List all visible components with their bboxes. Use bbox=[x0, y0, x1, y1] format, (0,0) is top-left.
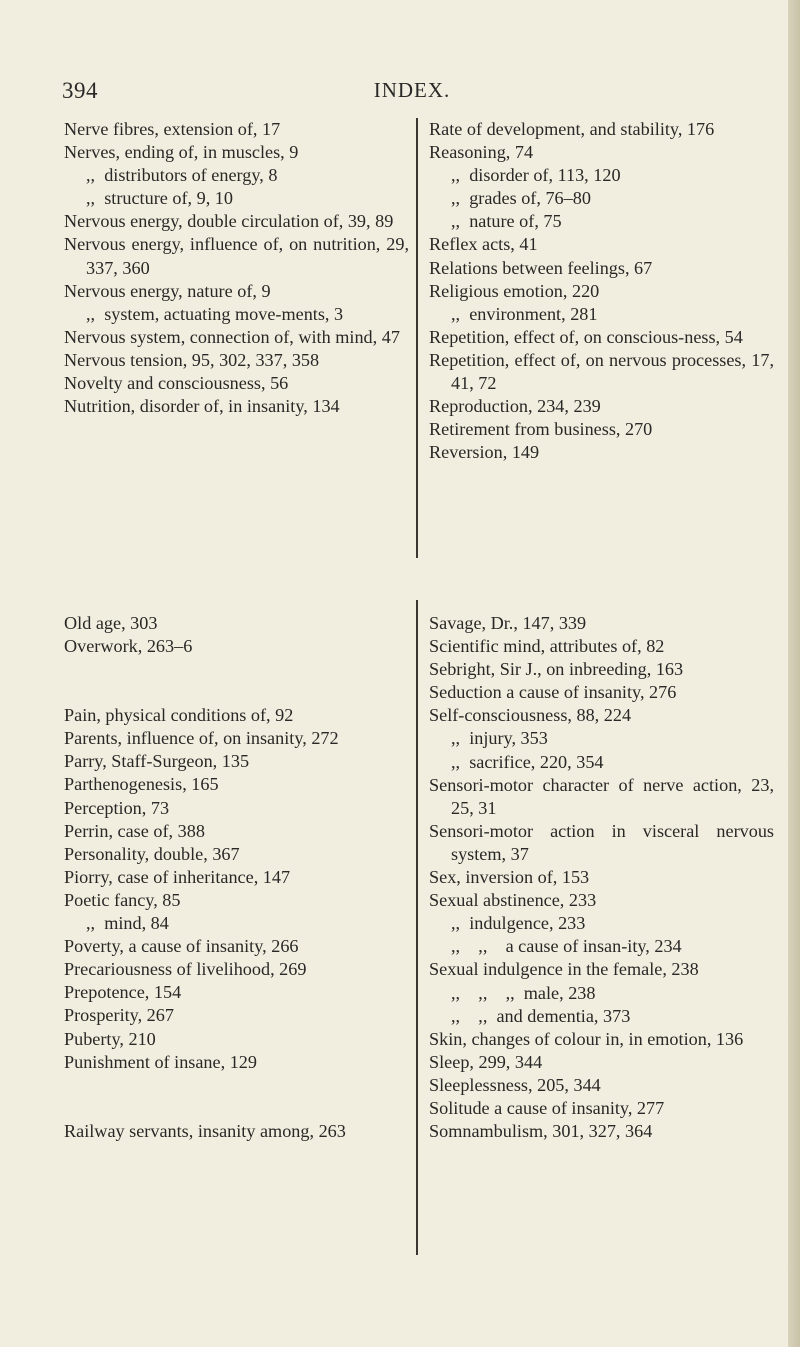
index-entry: Punishment of insane, 129 bbox=[64, 1051, 257, 1072]
index-entry: Piorry, case of inheritance, 147 bbox=[64, 866, 291, 887]
index-entry: Reflex acts, 41 bbox=[429, 234, 538, 255]
index-entry: ,, ,, ,, male, 238 bbox=[451, 982, 596, 1003]
column-divider-top bbox=[416, 118, 418, 558]
index-entry: Sex, inversion of, 153 bbox=[429, 867, 590, 888]
index-entry: Sebright, Sir J., on inbreeding, 163 bbox=[429, 659, 684, 680]
index-entry: Savage, Dr., 147, 339 bbox=[429, 613, 587, 633]
index-section-r bbox=[429, 118, 779, 464]
index-entry: Nerve fibres, extension of, 17 bbox=[64, 119, 281, 139]
index-section-o bbox=[64, 612, 409, 658]
index-entry: Overwork, 263–6 bbox=[64, 636, 193, 657]
index-section-p bbox=[64, 704, 409, 1074]
index-entry: Sensori-motor character of nerve action, 23, 25, 31 bbox=[429, 774, 779, 818]
index-entry: Sexual abstinence, 233 bbox=[429, 890, 597, 911]
index-entry: Religious emotion, 220 bbox=[429, 280, 600, 301]
index-entry: Nervous energy, nature of, 9 bbox=[64, 280, 271, 301]
index-entry: ,, environment, 281 bbox=[451, 303, 598, 324]
page-edge bbox=[788, 0, 800, 1347]
index-entry: Prosperity, 267 bbox=[64, 1005, 174, 1026]
index-entry: Solitude a cause of insanity, 277 bbox=[429, 1097, 665, 1118]
index-entry: Sleeplessness, 205, 344 bbox=[429, 1074, 601, 1095]
index-entry: Reversion, 149 bbox=[429, 442, 540, 463]
index-entry: Self-consciousness, 88, 224 bbox=[429, 705, 632, 726]
index-entry: Puberty, 210 bbox=[64, 1028, 156, 1049]
index-entry: ,, sacrifice, 220, 354 bbox=[451, 751, 604, 772]
index-entry: ,, disorder of, 113, 120 bbox=[451, 165, 621, 186]
index-entry: Poverty, a cause of insanity, 266 bbox=[64, 936, 299, 957]
page-header bbox=[62, 78, 762, 108]
index-entry: Nerves, ending of, in muscles, 9 bbox=[64, 142, 299, 163]
index-entry: Parry, Staff-Surgeon, 135 bbox=[64, 751, 250, 772]
index-entry: Old age, 303 bbox=[64, 613, 158, 633]
left-column-top bbox=[64, 118, 414, 418]
index-entry: Sensori-motor action in visceral nervous system, 37 bbox=[429, 820, 779, 864]
index-entry: Parthenogenesis, 165 bbox=[64, 774, 219, 795]
index-entry: Nervous tension, 95, 302, 337, 358 bbox=[64, 349, 320, 370]
index-entry: Nervous energy, double circulation of, 39, 89 bbox=[64, 211, 394, 232]
index-entry: ,, injury, 353 bbox=[451, 728, 548, 749]
index-entry: Nutrition, disorder of, in insanity, 134 bbox=[64, 396, 340, 417]
index-entry: Seduction a cause of insanity, 276 bbox=[429, 682, 677, 703]
index-entry: Perrin, case of, 388 bbox=[64, 820, 205, 841]
index-entry: Nervous system, connection of, with mind, 47 bbox=[64, 326, 400, 347]
index-entry: Relations between feelings, 67 bbox=[429, 257, 653, 278]
index-entry: Prepotence, 154 bbox=[64, 982, 182, 1003]
index-entry: Repetition, effect of, on nervous processes, 17, 41, 72 bbox=[429, 349, 779, 394]
index-section-r-left bbox=[64, 1120, 409, 1143]
index-entry: ,, ,, a cause of insan-ity, 234 bbox=[451, 936, 682, 957]
index-entry: ,, grades of, 76–80 bbox=[451, 188, 591, 209]
index-entry: ,, ,, and dementia, 373 bbox=[451, 1005, 631, 1026]
index-entry: Repetition, effect of, on conscious-ness, 54 bbox=[429, 326, 743, 347]
index-entry: Nervous energy, influence of, on nutrition, 29, 337, 360 bbox=[64, 234, 414, 278]
index-entry: Sleep, 299, 344 bbox=[429, 1051, 543, 1072]
index-entry: ,, mind, 84 bbox=[86, 913, 169, 934]
index-entry: Reasoning, 74 bbox=[429, 142, 534, 163]
index-entry: Precariousness of livelihood, 269 bbox=[64, 959, 307, 980]
index-entry: Sexual indulgence in the female, 238 bbox=[429, 959, 699, 980]
index-entry: ,, indulgence, 233 bbox=[451, 913, 586, 934]
index-entry: Parents, influence of, on insanity, 272 bbox=[64, 728, 339, 749]
index-entry: Poetic fancy, 85 bbox=[64, 889, 181, 910]
running-title: INDEX. bbox=[373, 78, 451, 102]
left-column-bottom bbox=[64, 612, 409, 1143]
index-entry: Personality, double, 367 bbox=[64, 843, 240, 864]
section-gap bbox=[64, 658, 409, 704]
index-section-s bbox=[429, 612, 779, 1143]
index-entry: Railway servants, insanity among, 263 bbox=[64, 1120, 346, 1141]
right-column-bottom bbox=[429, 612, 779, 1143]
index-entry: ,, nature of, 75 bbox=[451, 211, 562, 232]
index-entry: Novelty and consciousness, 56 bbox=[64, 373, 289, 394]
index-entry: Retirement from business, 270 bbox=[429, 419, 653, 440]
index-entry: Somnambulism, 301, 327, 364 bbox=[429, 1121, 653, 1142]
right-column-top bbox=[429, 118, 779, 464]
index-entry: Perception, 73 bbox=[64, 797, 170, 818]
column-divider-bottom bbox=[416, 600, 418, 1255]
index-entry: ,, system, actuating move-ments, 3 bbox=[86, 303, 344, 324]
index-entry: Scientific mind, attributes of, 82 bbox=[429, 636, 665, 657]
index-entry: Reproduction, 234, 239 bbox=[429, 396, 601, 417]
index-entry: ,, distributors of energy, 8 bbox=[86, 165, 278, 186]
section-gap bbox=[64, 1074, 409, 1120]
index-entry: Pain, physical conditions of, 92 bbox=[64, 705, 294, 726]
index-entry: ,, structure of, 9, 10 bbox=[86, 188, 233, 209]
index-entry: Skin, changes of colour in, in emotion, 136 bbox=[429, 1028, 744, 1049]
index-entry: Rate of development, and stability, 176 bbox=[429, 119, 715, 139]
page-number: 394 bbox=[62, 78, 98, 103]
index-section-n bbox=[64, 118, 414, 418]
